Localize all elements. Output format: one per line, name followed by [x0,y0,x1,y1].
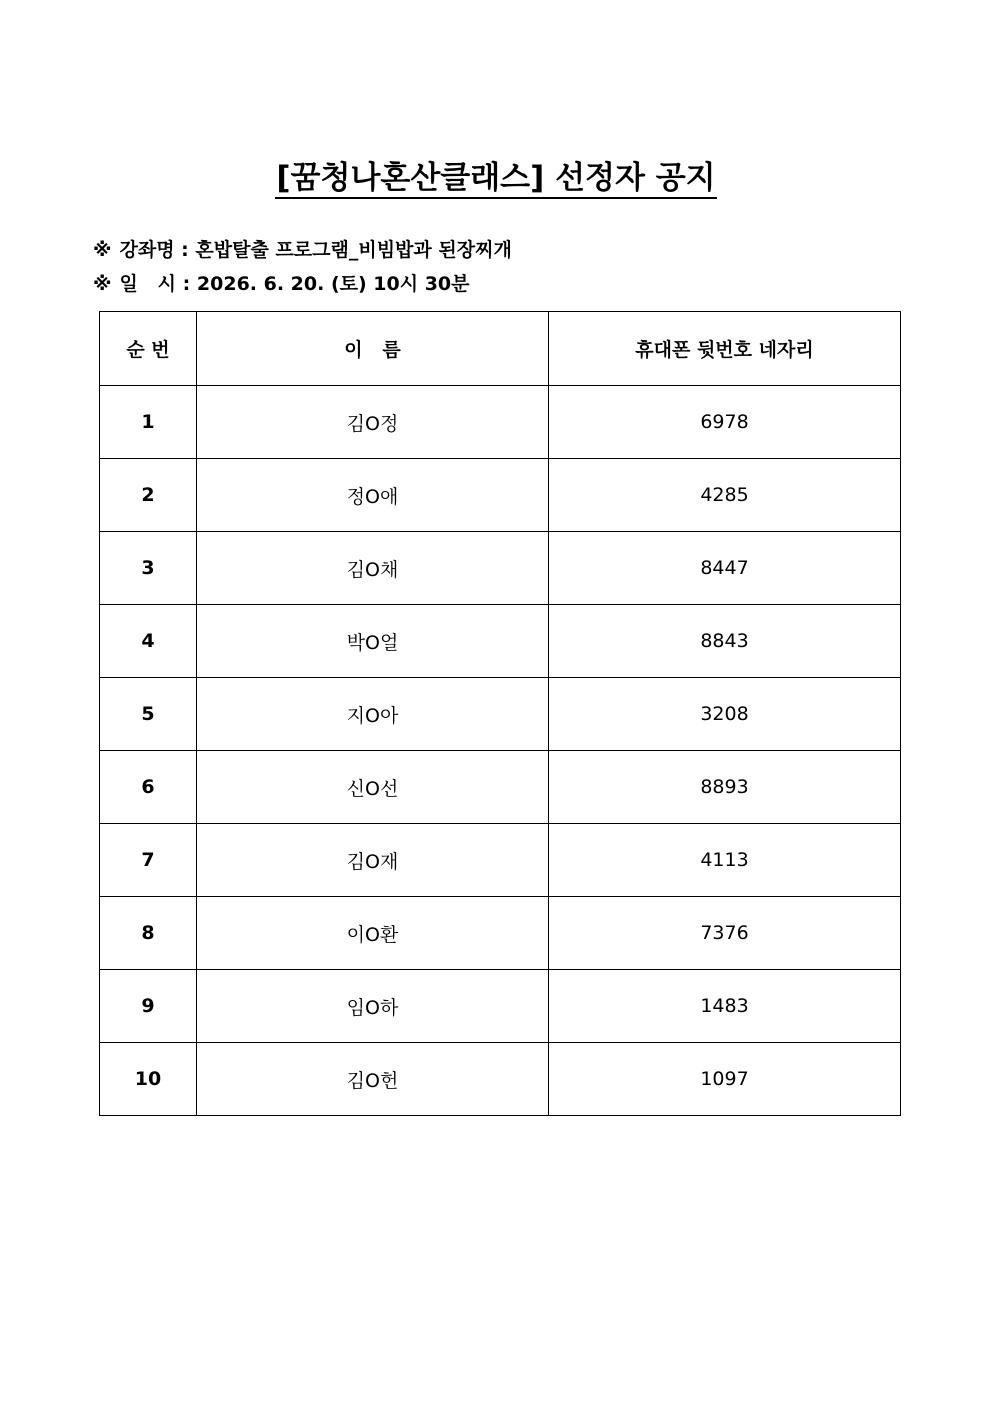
row-number: 1 [100,386,197,459]
header-number: 순 번 [100,312,197,386]
row-phone: 4113 [549,824,901,897]
table-row [100,751,901,824]
table-row [100,897,901,970]
row-number: 7 [100,824,197,897]
row-name: 김O헌 [197,1043,549,1116]
info-label-datetime: 일 시 [119,273,177,295]
document-title [0,157,992,199]
row-number: 10 [100,1043,197,1116]
row-name: 김O채 [197,532,549,605]
info-line-datetime [93,271,470,297]
reference-mark: ※ [93,273,112,295]
row-phone: 1097 [549,1043,901,1116]
info-line-course [93,237,512,263]
table-header-row [100,312,901,386]
row-phone: 3208 [549,678,901,751]
row-phone: 6978 [549,386,901,459]
row-name: 임O하 [197,970,549,1043]
row-name: 박O얼 [197,605,549,678]
row-name: 이O환 [197,897,549,970]
header-phone-last4: 휴대폰 뒷번호 네자리 [549,312,901,386]
table-row [100,1043,901,1116]
row-phone: 1483 [549,970,901,1043]
row-phone: 8893 [549,751,901,824]
selected-participants-table [99,311,901,1116]
row-number: 9 [100,970,197,1043]
row-name: 김O재 [197,824,549,897]
info-value-course: 혼밥탈출 프로그램_비빔밥과 된장찌개 [195,239,512,261]
row-phone: 4285 [549,459,901,532]
table-row [100,678,901,751]
info-separator: : [182,273,191,295]
table-row [100,605,901,678]
info-label-course: 강좌명 [119,239,175,261]
document-title-text: [꿈청나혼산클래스] 선정자 공지 [275,159,716,199]
table-row [100,459,901,532]
info-separator: : [181,239,189,261]
row-number: 5 [100,678,197,751]
row-name: 김O정 [197,386,549,459]
table-row [100,824,901,897]
row-number: 4 [100,605,197,678]
table-row [100,532,901,605]
row-number: 8 [100,897,197,970]
row-name: 신O선 [197,751,549,824]
row-phone: 7376 [549,897,901,970]
table-row [100,386,901,459]
row-number: 2 [100,459,197,532]
row-name: 지O아 [197,678,549,751]
reference-mark: ※ [93,239,112,261]
row-phone: 8447 [549,532,901,605]
header-name: 이 름 [197,312,549,386]
table-row [100,970,901,1043]
info-value-datetime: 2026. 6. 20. (토) 10시 30분 [196,273,470,295]
row-number: 3 [100,532,197,605]
row-number: 6 [100,751,197,824]
row-phone: 8843 [549,605,901,678]
row-name: 정O애 [197,459,549,532]
